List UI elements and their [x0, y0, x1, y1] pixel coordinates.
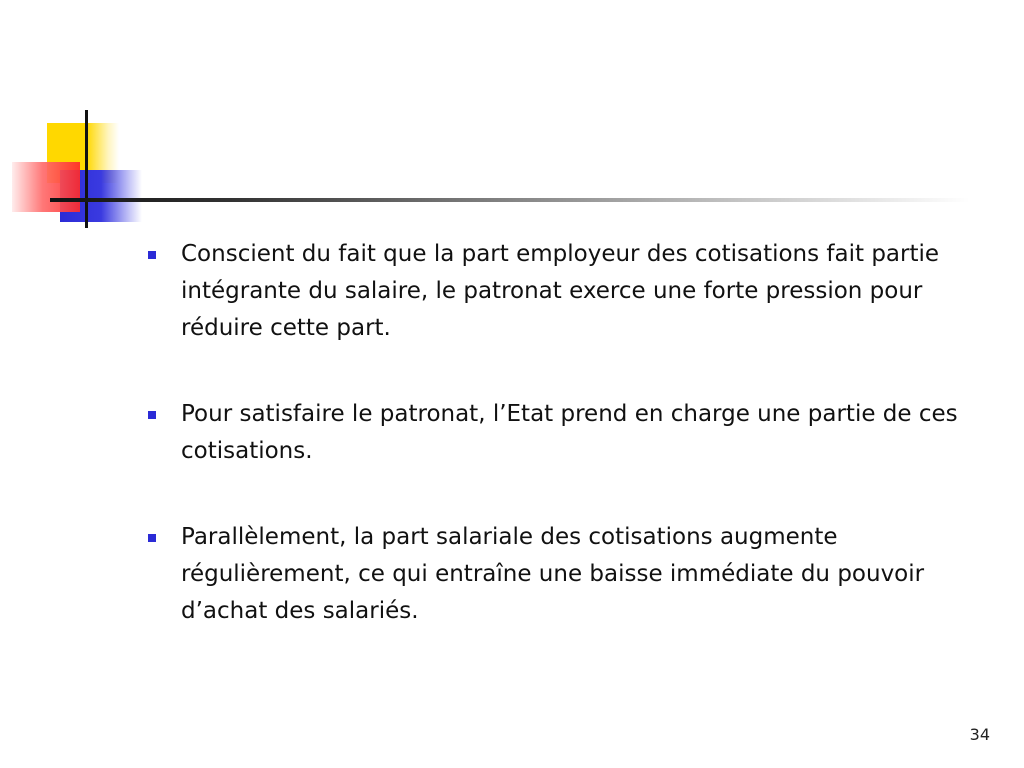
vertical-rule-decoration [85, 110, 88, 228]
bullet-item [146, 236, 986, 347]
bullet-item [146, 519, 986, 630]
page-number: 34 [969, 725, 990, 744]
bullet-item [146, 396, 986, 470]
bullet-text: Conscient du fait que la part employeur des cotisations fait partie intégrante du salaire, le patronat exerce une forte pression pour réduire cette part. [181, 241, 940, 341]
title-divider-line [50, 198, 970, 202]
bullet-list [146, 236, 986, 630]
bullet-text: Pour satisfaire le patronat, l’Etat prend en charge une partie de ces cotisations. [181, 401, 958, 464]
bullet-text: Parallèlement, la part salariale des cotisations augmente régulièrement, ce qui entraîne une baisse immédiate du pouvoir d’achat des salariés. [181, 524, 925, 624]
square-bullet-icon [148, 411, 156, 419]
red-square-decoration [12, 162, 80, 212]
square-bullet-icon [148, 534, 156, 542]
square-bullet-icon [148, 251, 156, 259]
slide-body [146, 236, 986, 679]
